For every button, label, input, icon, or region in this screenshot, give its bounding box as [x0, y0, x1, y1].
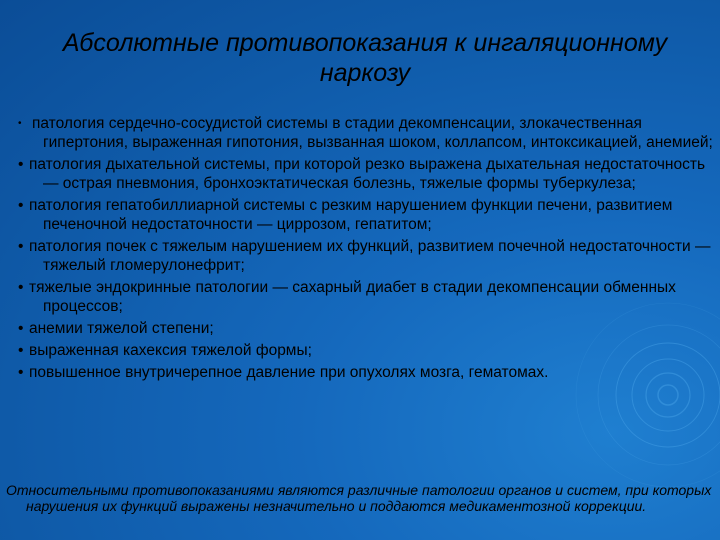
list-item: [7, 237, 715, 275]
slide-title: Абсолютные противопоказания к ингаляционному наркозу: [62, 29, 668, 87]
list-item: [7, 114, 715, 152]
list-item-text: патология почек с тяжелым нарушением их функций, развитием почечной недостаточности — тяжелый гломерулонефрит;: [29, 238, 711, 274]
bullet-icon: •: [18, 156, 24, 173]
list-item: [7, 196, 715, 234]
list-item-text: патология гепатобиллиарной системы с резким нарушением функции печени, развитием печеночной недостаточности — циррозом, гепатитом;: [29, 197, 673, 233]
list-item: [7, 341, 715, 360]
list-item-text: патология дыхательной системы, при которой резко выражена дыхательная недостаточность — острая пневмония, бронхоэктатическая болезнь, тяжелые формы туберкулеза;: [29, 156, 706, 192]
list-item-text: повышенное внутричерепное давление при опухолях мозга, гематомах.: [29, 364, 549, 381]
list-item-text: анемии тяжелой степени;: [29, 320, 214, 337]
list-item: [7, 363, 715, 382]
relative-contraindications-note: Относительными противопоказаниями являются различные патологии органов и систем, при которых нарушения их функций выражены незначительно и поддаются медикаментозной коррекции.: [6, 482, 712, 514]
list-item-text: выраженная кахексия тяжелой формы;: [29, 342, 312, 359]
list-item: [7, 155, 715, 193]
list-item-text: патология сердечно-сосудистой системы в стадии декомпенсации, злокачественная гипертония, выраженная гипотония, вызванная шоком, коллапсом, интоксикацией, анемией;: [32, 115, 713, 151]
list-item: [7, 319, 715, 338]
bullet-icon: •: [18, 118, 22, 129]
bullet-icon: •: [18, 238, 24, 255]
bullet-icon: •: [18, 342, 24, 359]
list-item-text: тяжелые эндокринные патологии — сахарный диабет в стадии декомпенсации обменных процессов;: [29, 279, 676, 315]
bullet-icon: •: [18, 197, 24, 214]
bullet-icon: •: [18, 364, 24, 381]
list-item: [7, 278, 715, 316]
contraindications-list: [7, 114, 715, 385]
bullet-icon: •: [18, 279, 24, 296]
bullet-icon: •: [18, 320, 24, 337]
